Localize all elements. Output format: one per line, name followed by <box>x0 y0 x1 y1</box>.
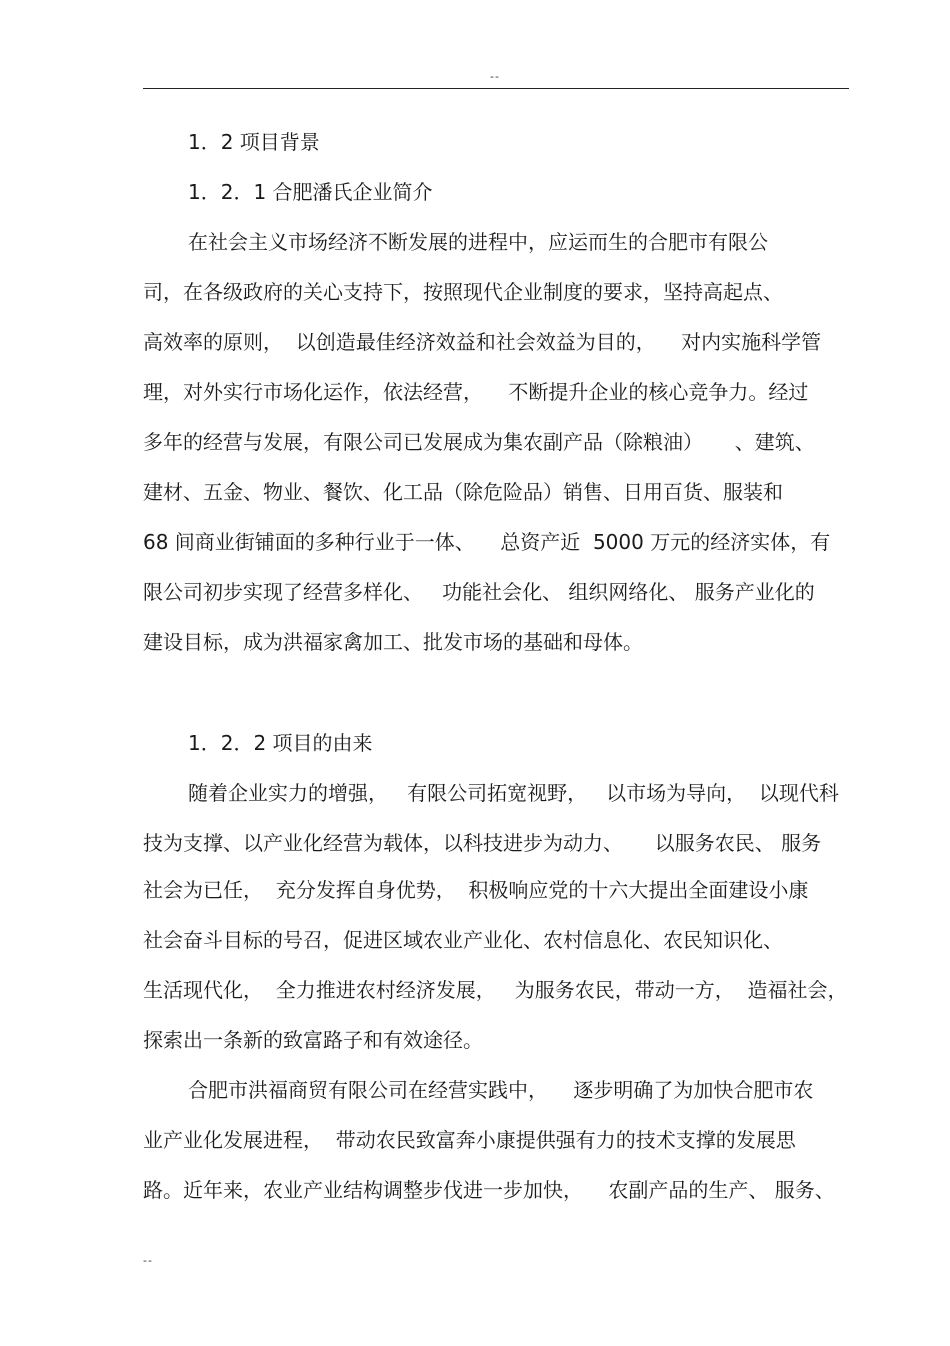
paragraph-line: 建材、五金、物业、餐饮、化工品（除危险品）销售、日用百货、服装和 <box>143 480 783 504</box>
paragraph-line: 随着企业实力的增强， 有限公司拓宽视野， 以市场为导向， 以现代科 <box>188 781 839 805</box>
paragraph-line: 多年的经营与发展，有限公司已发展成为集农副产品（除粮油） 、建筑、 <box>143 430 815 454</box>
paragraph-line: 技为支撑、以产业化经营为载体，以科技进步为动力、 以服务农民、 服务 <box>143 831 822 855</box>
paragraph-line: 高效率的原则， 以创造最佳经济效益和社会效益为目的， 对内实施科学管 <box>143 330 822 354</box>
paragraph-line: 合肥市洪福商贸有限公司在经营实践中， 逐步明确了为加快合肥市农 <box>188 1078 814 1102</box>
paragraph-line: 社会为已任， 充分发挥自身优势， 积极响应党的十六大提出全面建设小康 <box>143 878 809 902</box>
section-heading: 1．2 项目背景 <box>188 130 320 154</box>
paragraph-line: 理，对外实行市场化运作，依法经营， 不断提升企业的核心竞争力。经过 <box>143 380 809 404</box>
subsection-heading-1: 1．2．1 合肥潘氏企业简介 <box>188 180 433 204</box>
paragraph-line: 生活现代化， 全力推进农村经济发展， 为服务农民，带动一方， 造福社会， <box>143 978 848 1002</box>
header-mark: -- <box>490 70 500 83</box>
subsection-heading-2: 1．2．2 项目的由来 <box>188 731 373 755</box>
paragraph-line: 业产业化发展进程， 带动农民致富奔小康提供强有力的技术支撑的发展思 <box>143 1128 796 1152</box>
paragraph-line: 社会奋斗目标的号召，促进区域农业产业化、农村信息化、农民知识化、 <box>143 928 783 952</box>
paragraph-line: 探索出一条新的致富路子和有效途径。 <box>143 1028 483 1052</box>
paragraph-line: 在社会主义市场经济不断发展的进程中，应运而生的合肥市有限公 <box>188 230 768 254</box>
paragraph-line: 司，在各级政府的关心支持下，按照现代企业制度的要求，坚持高起点、 <box>143 280 783 304</box>
paragraph-line: 建设目标，成为洪福家禽加工、批发市场的基础和母体。 <box>143 630 643 654</box>
header-rule <box>143 88 849 89</box>
paragraph-line: 限公司初步实现了经营多样化、 功能社会化、 组织网络化、 服务产业化的 <box>143 580 815 604</box>
paragraph-line: 路。近年来，农业产业结构调整步伐进一步加快， 农副产品的生产、 服务、 <box>143 1178 835 1202</box>
footer-mark: -- <box>143 1254 153 1267</box>
paragraph-line: 68 间商业街铺面的多种行业于一体、 总资产近 5000 万元的经济实体，有 <box>143 530 831 554</box>
